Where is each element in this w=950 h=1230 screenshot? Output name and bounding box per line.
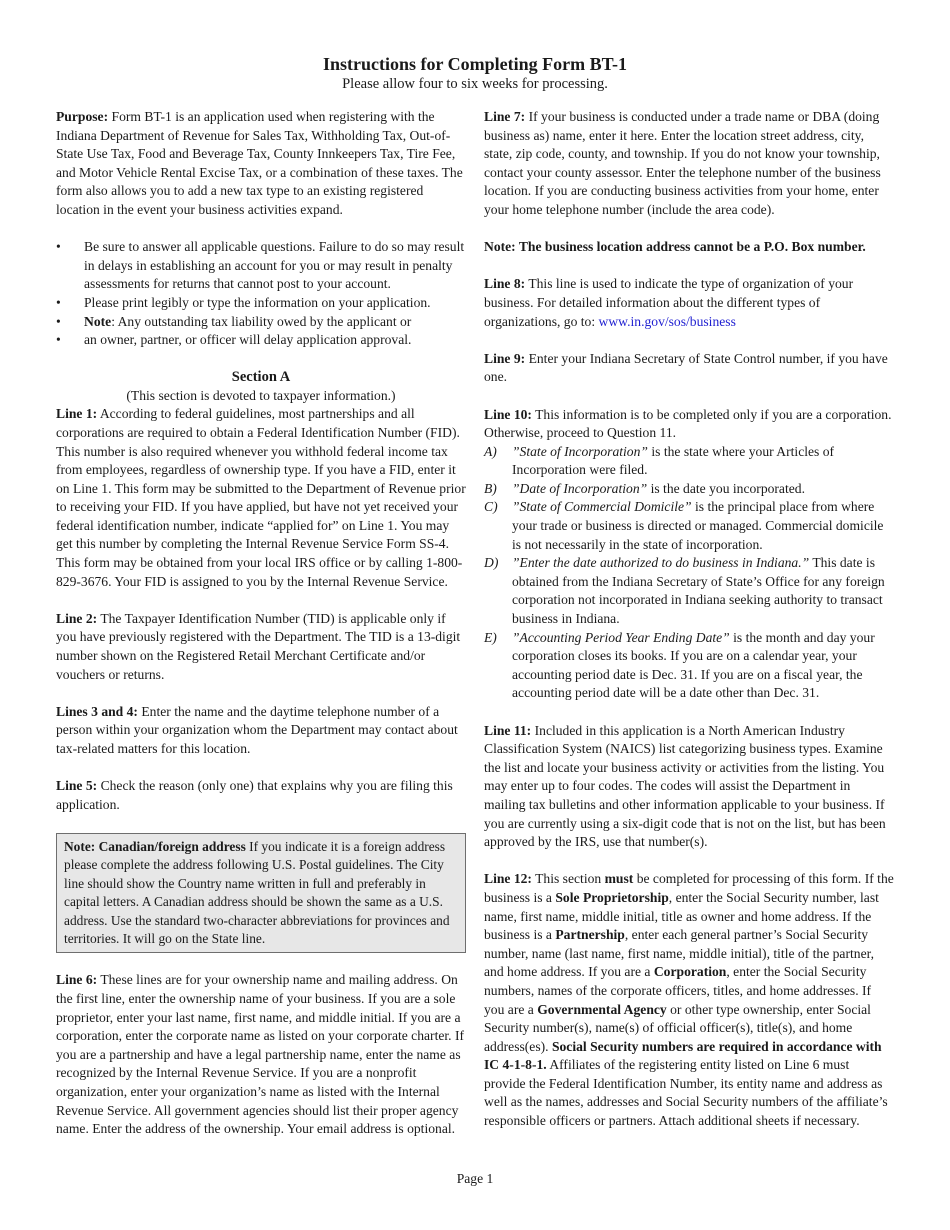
line12-label: Line 12:: [484, 871, 532, 887]
line12-sole-proprietorship: Sole Proprietorship: [555, 889, 669, 905]
bullet-item: [56, 294, 466, 313]
item-marker: B): [484, 480, 497, 496]
bullet-text: : Any outstanding tax liability owed by the applicant or: [111, 313, 412, 329]
page-subtitle: Please allow four to six weeks for processing.: [342, 76, 608, 92]
page-title: Instructions for Completing Form BT-1: [322, 54, 627, 74]
line7-text: If your business is conducted under a trade name or DBA (doing business as) name, enter it here. Enter the location street address, city, state, zip code, county, and township. If you do not know your township, contact your county assessor. Enter the telephone number of the business location. If you are conducting business activities from your home, enter your home telephone number (include the area code).: [484, 109, 881, 217]
bullet-item: [56, 331, 466, 350]
list-item: [484, 554, 894, 628]
item-term: ”State of Incorporation”: [512, 443, 648, 459]
instruction-bullets: [56, 238, 466, 350]
line12-corporation: Corporation: [653, 964, 727, 980]
item-marker: A): [484, 443, 497, 459]
line12-partnership: Partnership: [555, 927, 625, 943]
line12-text: , enter the Social Security number, last name, first name, middle initial, title as owner and home address. If the business is a: [484, 889, 879, 943]
line12-must: must: [604, 871, 634, 887]
purpose-text: Form BT-1 is an application used when registering with the Indiana Department of Revenue for Sales Tax, Withholding Tax, Out-of-State Use Tax, Food and Beverage Tax, County Innkeepers Tax, Tire Fee, and Motor Vehicle Rental Excise Tax, or a combination of these taxes. The form also allows you to add a new tax type to an existing registered location in the event your business activities expand.: [56, 109, 463, 217]
left-column: [56, 108, 466, 1157]
item-term: ”State of Commercial Domicile”: [512, 499, 692, 515]
item-text: is the date you incorporated.: [647, 480, 805, 496]
item-text: is the principal place from where your trade or business is directed or managed. Commercial domicile is not necessarily in the state of incorporation.: [512, 499, 884, 552]
bullet-text: an owner, partner, or officer will delay application approval.: [84, 332, 412, 348]
line6-text: These lines are for your ownership name and mailing address. On the first line, enter the ownership name of your business. If you are a sole proprietor, enter your last name, first name, and middle initial. If you are a corporation, enter the corporate name as listed on your corporate charter. If you are a partnership and have a legal partnership name, enter the name as recognized by the Internal Revenue Service. If you are a nonprofit organization, enter your organization’s name as listed with the Internal Revenue Service. All government agencies should list their proper agency name. Enter the address of the ownership. Your email address is optional.: [56, 972, 465, 1137]
item-term: ”Enter the date authorized to do business in Indiana.”: [512, 555, 810, 571]
line8-text: This line is used to indicate the type of organization of your business. For detailed information about the different types of organizations, go to:: [484, 276, 854, 329]
line2-paragraph: [56, 610, 466, 684]
line11-paragraph: [484, 722, 894, 852]
line11-label: Line 11:: [484, 722, 532, 738]
line6-label: Line 6:: [56, 972, 98, 988]
item-term: ”Date of Incorporation”: [512, 480, 648, 496]
line9-label: Line 9:: [484, 350, 526, 366]
line10-paragraph: [484, 406, 894, 443]
bullet-text: Be sure to answer all applicable questions. Failure to do so may result in delays in establishing an account for you or may result in penalty assessments for returns that cannot post to your account.: [84, 239, 465, 292]
line12-ssn-requirement: Social Security numbers are required in accordance with IC 4-1-8-1.: [484, 1038, 882, 1073]
item-marker: C): [484, 499, 498, 515]
line12-text: or other type ownership, enter Social Security number(s), name(s) of official officer(s), title(s), and home address(es).: [484, 1001, 871, 1054]
line1-text: According to federal guidelines, most partnerships and all corporations are required to obtain a Federal Identification Number (FID). This number is also required whenever you withhold federal income tax from employees, regardless of ownership type. If you have a FID, enter it on Line 1. This form may be submitted to the Department of Revenue prior to receiving your FID. If you have applied, but have not yet received your federal identification number, indicate “applied for” on Line 1. You may get this number by completing the Internal Revenue Service Form SS-4. This form may be obtained from your local IRS office or by calling 1-800-829-3676. Your FID is assigned to you by the Internal Revenue Service.: [56, 406, 466, 589]
line5-label: Line 5:: [56, 778, 98, 794]
note-box-text: If you indicate it is a foreign address please complete the address following U.S. Postal guidelines. The City line should show the Country name written in full and preferably in capital letters. A Canadian address should be shown the same as a U.S. address. Use the standard two-character abbreviations for provinces and territories. It will go on the State line.: [64, 838, 450, 946]
page-number: Page 1: [456, 1171, 494, 1186]
bullet-item: [56, 238, 466, 294]
line34-label: Lines 3 and 4:: [56, 703, 138, 719]
item-text: is the month and day your corporation closes its books. If you are on a calendar year, your accounting period date is Dec. 31. If you are on a fiscal year, the accounting period date will be a date other than Dec. 31.: [512, 629, 875, 701]
line11-text: Included in this application is a North American Industry Classification System (NAICS) list categorizing business types. Examine the list and locate your business activity or activities from the listing. You may enter up to four codes. The codes will assist the Department in mailing tax bulletins and other information applicable to your business. If you are currently using a six-digit code that is not on the list, but has been approved by the IRS, use that number(s).: [484, 722, 886, 850]
line12-text: , enter the Social Security numbers, names of the corporate officers, titles, and home addresses. If you are a: [484, 964, 872, 1017]
list-item: [484, 443, 894, 480]
line10-text: This information is to be completed only if you are a corporation. Otherwise, proceed to Question 11.: [484, 406, 892, 441]
line12-text: This section: [531, 871, 605, 887]
line12-text: be completed for processing of this form. If the business is a: [484, 871, 894, 905]
list-item: [484, 480, 894, 499]
line10-label: Line 10:: [484, 406, 532, 422]
line34-paragraph: [56, 703, 466, 759]
line10-items: [484, 443, 894, 703]
line5-text: Check the reason (only one) that explains why you are filing this application.: [56, 778, 453, 812]
list-item: [484, 498, 894, 554]
line5-paragraph: [56, 777, 466, 814]
purpose-label: Purpose:: [56, 109, 109, 124]
line7-label: Line 7:: [484, 109, 526, 124]
right-column: [484, 108, 894, 1149]
bullet-item: [56, 313, 466, 332]
line6-paragraph: [56, 971, 466, 1138]
section-a-subtitle: (This section is devoted to taxpayer information.): [126, 387, 396, 403]
item-marker: D): [484, 555, 499, 571]
line12-governmental-agency: Governmental Agency: [537, 1001, 667, 1017]
line2-text: The Taxpayer Identification Number (TID) is applicable only if you have previously registered with the Department. The TID is a 13-digit number shown on the Registered Retail Merchant Certificate and/or vouchers or returns.: [56, 610, 461, 682]
line2-label: Line 2:: [56, 610, 98, 626]
bullet-note-label: Note: [84, 313, 112, 329]
bullet-text: Please print legibly or type the information on your application.: [84, 294, 431, 310]
line12-paragraph: [484, 870, 894, 1130]
line12-text: Affiliates of the registering entity listed on Line 6 must provide the Federal Identification Number, its entity name and address as well as the names, addresses and Social Security numbers of the affiliate’s responsible officers or partners. Attach additional sheets if necessary.: [484, 1057, 888, 1129]
line8-label: Line 8:: [484, 276, 526, 292]
line7-paragraph: [484, 108, 894, 220]
line1-label: Line 1:: [56, 406, 98, 422]
po-box-note: Note: The business location address cannot be a P.O. Box number.: [484, 239, 866, 255]
line1-paragraph: [56, 405, 466, 591]
item-text: is the state where your Articles of Incorporation were filed.: [512, 443, 835, 478]
line8-paragraph: [484, 275, 894, 331]
note-box-label: Note: Canadian/foreign address: [64, 838, 246, 854]
line9-text: Enter your Indiana Secretary of State Control number, if you have one.: [484, 350, 888, 385]
purpose-paragraph: [56, 108, 466, 220]
item-marker: E): [484, 629, 497, 645]
line12-text: , enter each general partner’s Social Security number, name (last name, first name, middle initial), title of the partner, and home address. If you are a: [484, 927, 874, 980]
section-a-title: Section A: [231, 368, 291, 385]
line9-paragraph: [484, 350, 894, 387]
foreign-address-note-box: [56, 833, 466, 953]
item-text: This date is obtained from the Indiana Secretary of State’s Office for any foreign corporation not incorporated in Indiana seeking authority to transact business in Indiana.: [512, 555, 885, 627]
item-term: ”Accounting Period Year Ending Date”: [512, 629, 730, 645]
list-item: [484, 629, 894, 703]
sos-business-link[interactable]: www.in.gov/sos/business: [598, 313, 736, 329]
line34-text: Enter the name and the daytime telephone number of a person within your organization whom the Department may contact about tax-related matters for this location.: [56, 703, 458, 756]
